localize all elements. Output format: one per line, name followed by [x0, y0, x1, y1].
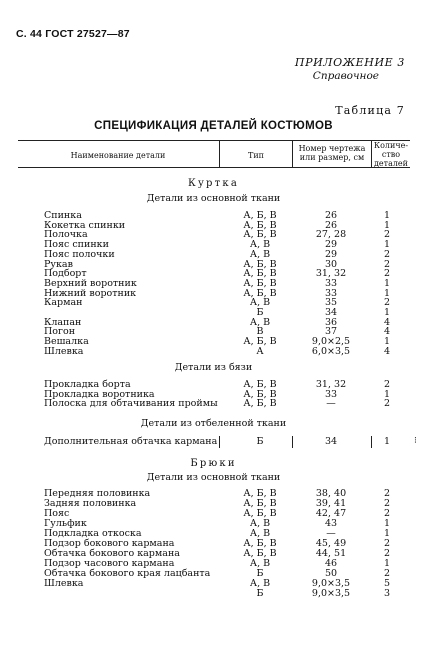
detail-quantity: 2 [383, 568, 391, 579]
detail-type: А, В [249, 578, 271, 589]
detail-quantity: 2 [383, 488, 391, 499]
detail-quantity: 2 [383, 398, 391, 410]
column-tick [292, 436, 293, 448]
detail-type: А, В [249, 297, 271, 309]
drawing-number: 42, 47 [315, 508, 347, 519]
detail-name: Погон [44, 326, 76, 338]
detail-quantity: 1 [383, 336, 391, 348]
detail-name: Прокладка воротника [44, 388, 155, 400]
section-jacket: Куртка [188, 178, 239, 189]
subsection-jacket-main: Детали из основной ткани [146, 193, 281, 204]
detail-quantity: 2 [383, 379, 391, 390]
detail-quantity: 4 [383, 316, 391, 328]
column-header-name: Наименование детали [70, 151, 166, 160]
detail-type: А, Б, В [243, 398, 277, 410]
table-row [0, 347, 427, 357]
drawing-number: 35 [324, 297, 338, 309]
detail-type: А, Б, В [243, 548, 277, 559]
detail-type: А, В [249, 316, 271, 328]
detail-type: А, Б, В [243, 229, 277, 241]
detail-type: Б [256, 436, 264, 447]
detail-name: Нижний воротник [44, 287, 137, 299]
detail-quantity: 2 [383, 297, 391, 309]
detail-name: Задняя половинка [44, 498, 137, 509]
detail-name: Передняя половинка [44, 488, 151, 499]
column-header-type: Тип [248, 151, 264, 160]
detail-quantity: 1 [383, 239, 391, 251]
detail-quantity: 4 [383, 345, 391, 357]
detail-name: Подзор бокового кармана [44, 538, 175, 549]
detail-type: А, Б, В [243, 508, 277, 519]
drawing-number: 31, 32 [315, 268, 347, 280]
detail-quantity: 2 [383, 258, 391, 270]
drawing-number: 39, 41 [315, 498, 347, 509]
detail-name: Обтачка бокового края лацбанта [44, 568, 211, 579]
detail-type: А, Б, В [243, 268, 277, 280]
detail-type: А, Б, В [243, 379, 277, 390]
detail-name: Дополнительная обтачка кармана [44, 436, 218, 447]
detail-name: Подзор часового кармана [44, 558, 175, 569]
detail-quantity: 5 [383, 578, 391, 589]
detail-type: А, Б, В [243, 388, 277, 400]
margin-mark: ⁝ [414, 436, 417, 446]
detail-name: Шлевка [44, 578, 84, 589]
detail-type: Б [256, 588, 264, 599]
column-header-size-line: Номер чертежа [298, 144, 366, 153]
drawing-number: 26 [324, 210, 338, 221]
drawing-number: 46 [324, 558, 338, 569]
subsection-trousers-main: Детали из основной ткани [146, 472, 281, 483]
detail-name: Подборт [44, 268, 87, 280]
table-row [0, 589, 427, 599]
detail-name: Карман [44, 297, 83, 309]
detail-quantity: 2 [383, 508, 391, 519]
drawing-number: 33 [324, 388, 338, 400]
column-header-size-line: или размер, см [299, 153, 365, 162]
drawing-number: 9,0×2,5 [311, 336, 351, 348]
table-row [0, 579, 427, 589]
header-bottom-rule [18, 167, 410, 168]
detail-type: А, В [249, 518, 271, 529]
detail-name: Верхний воротник [44, 277, 137, 289]
detail-quantity: 2 [383, 229, 391, 241]
drawing-number: 9,0×3,5 [311, 588, 351, 599]
section-trousers: Брюки [190, 458, 237, 469]
drawing-number: 9,0×3,5 [311, 578, 351, 589]
detail-name: Спинка [44, 210, 82, 221]
detail-quantity: 1 [383, 219, 391, 231]
drawing-number: 38, 40 [315, 488, 347, 499]
table-row [0, 437, 427, 447]
detail-quantity: 2 [383, 248, 391, 260]
drawing-number: 31, 32 [315, 379, 347, 390]
detail-type: А, Б, В [243, 287, 277, 299]
drawing-number: 50 [324, 568, 338, 579]
subsection-jacket-calico: Детали из бязи [174, 362, 253, 373]
drawing-number: 29 [324, 239, 338, 251]
detail-quantity: 2 [383, 268, 391, 280]
reference-label: Справочное [312, 70, 379, 82]
detail-type: А, В [249, 239, 271, 251]
detail-quantity: 2 [383, 538, 391, 549]
detail-type: А, В [249, 558, 271, 569]
table-top-rule [18, 140, 410, 141]
drawing-number: 45, 49 [315, 538, 347, 549]
drawing-number: 30 [324, 258, 338, 270]
table-row [0, 298, 427, 308]
detail-type: Б [256, 568, 264, 579]
table-row [0, 399, 427, 409]
detail-name: Рукав [44, 258, 73, 270]
drawing-number: 34 [324, 436, 338, 447]
detail-name: Гульфик [44, 518, 87, 529]
detail-quantity: 1 [383, 518, 391, 529]
detail-type: А, В [249, 528, 271, 539]
column-header-size [293, 144, 371, 162]
detail-quantity: 1 [383, 307, 391, 318]
detail-quantity: 1 [383, 528, 391, 539]
detail-quantity: 1 [383, 287, 391, 299]
detail-type: А, Б, В [243, 277, 277, 289]
detail-type: Б [256, 307, 264, 318]
column-header-qty-line: ство [381, 150, 401, 159]
column-tick [371, 436, 372, 448]
table-number: Таблица 7 [335, 104, 405, 117]
detail-quantity: 2 [383, 498, 391, 509]
detail-type: В [256, 326, 264, 338]
drawing-number: 36 [324, 316, 338, 328]
detail-type: А, В [249, 248, 271, 260]
detail-type: А, Б, В [243, 498, 277, 509]
detail-name: Вешалка [44, 336, 89, 348]
drawing-number: 43 [324, 518, 338, 529]
detail-type: А, Б, В [243, 219, 277, 231]
detail-name: Полочка [44, 229, 88, 241]
drawing-number: 29 [324, 248, 338, 260]
detail-type: А, Б, В [243, 538, 277, 549]
drawing-number: 27, 28 [315, 229, 347, 241]
detail-quantity: 1 [383, 210, 391, 221]
detail-type: А, Б, В [243, 336, 277, 348]
detail-name: Полоска для обтачивания проймы [44, 398, 218, 410]
detail-name: Шлевка [44, 345, 84, 357]
detail-type: А, Б, В [243, 258, 277, 270]
drawing-number: 37 [324, 326, 338, 338]
detail-quantity: 1 [383, 388, 391, 400]
detail-quantity: 1 [383, 277, 391, 289]
detail-name: Прокладка борта [44, 379, 131, 390]
detail-quantity: 4 [383, 326, 391, 338]
drawing-number: 44, 51 [315, 548, 347, 559]
page-reference: С. 44 ГОСТ 27527—87 [16, 28, 130, 40]
detail-name: Пояс спинки [44, 239, 109, 251]
drawing-number: 33 [324, 277, 338, 289]
table-title: СПЕЦИФИКАЦИЯ ДЕТАЛЕЙ КОСТЮМОВ [94, 120, 333, 132]
detail-quantity: 1 [383, 558, 391, 569]
detail-name: Кокетка спинки [44, 219, 126, 231]
column-tick [219, 436, 220, 448]
detail-name: Обтачка бокового кармана [44, 548, 180, 559]
detail-quantity: 2 [383, 548, 391, 559]
column-header-qty-line: деталей [373, 159, 408, 168]
detail-name: Пояс полочки [44, 248, 115, 260]
detail-type: А, Б, В [243, 210, 277, 221]
detail-quantity: 3 [383, 588, 391, 599]
detail-type: А [256, 345, 264, 357]
detail-type: А, Б, В [243, 488, 277, 499]
appendix-label: ПРИЛОЖЕНИЕ 3 [294, 56, 405, 69]
drawing-number: — [326, 528, 336, 539]
drawing-number: 34 [324, 307, 338, 318]
drawing-number: — [326, 398, 336, 410]
detail-name: Пояс [44, 508, 70, 519]
column-header-qty-line: Количе- [373, 141, 409, 150]
subsection-jacket-finish: Детали из отбеленной ткани [140, 418, 287, 429]
detail-quantity: 1 [383, 436, 391, 447]
detail-name: Клапан [44, 316, 82, 328]
column-header-qty [372, 141, 410, 168]
drawing-number: 6,0×3,5 [311, 345, 351, 357]
detail-name: Подкладка откоска [44, 528, 142, 539]
drawing-number: 33 [324, 287, 338, 299]
drawing-number: 26 [324, 219, 338, 231]
